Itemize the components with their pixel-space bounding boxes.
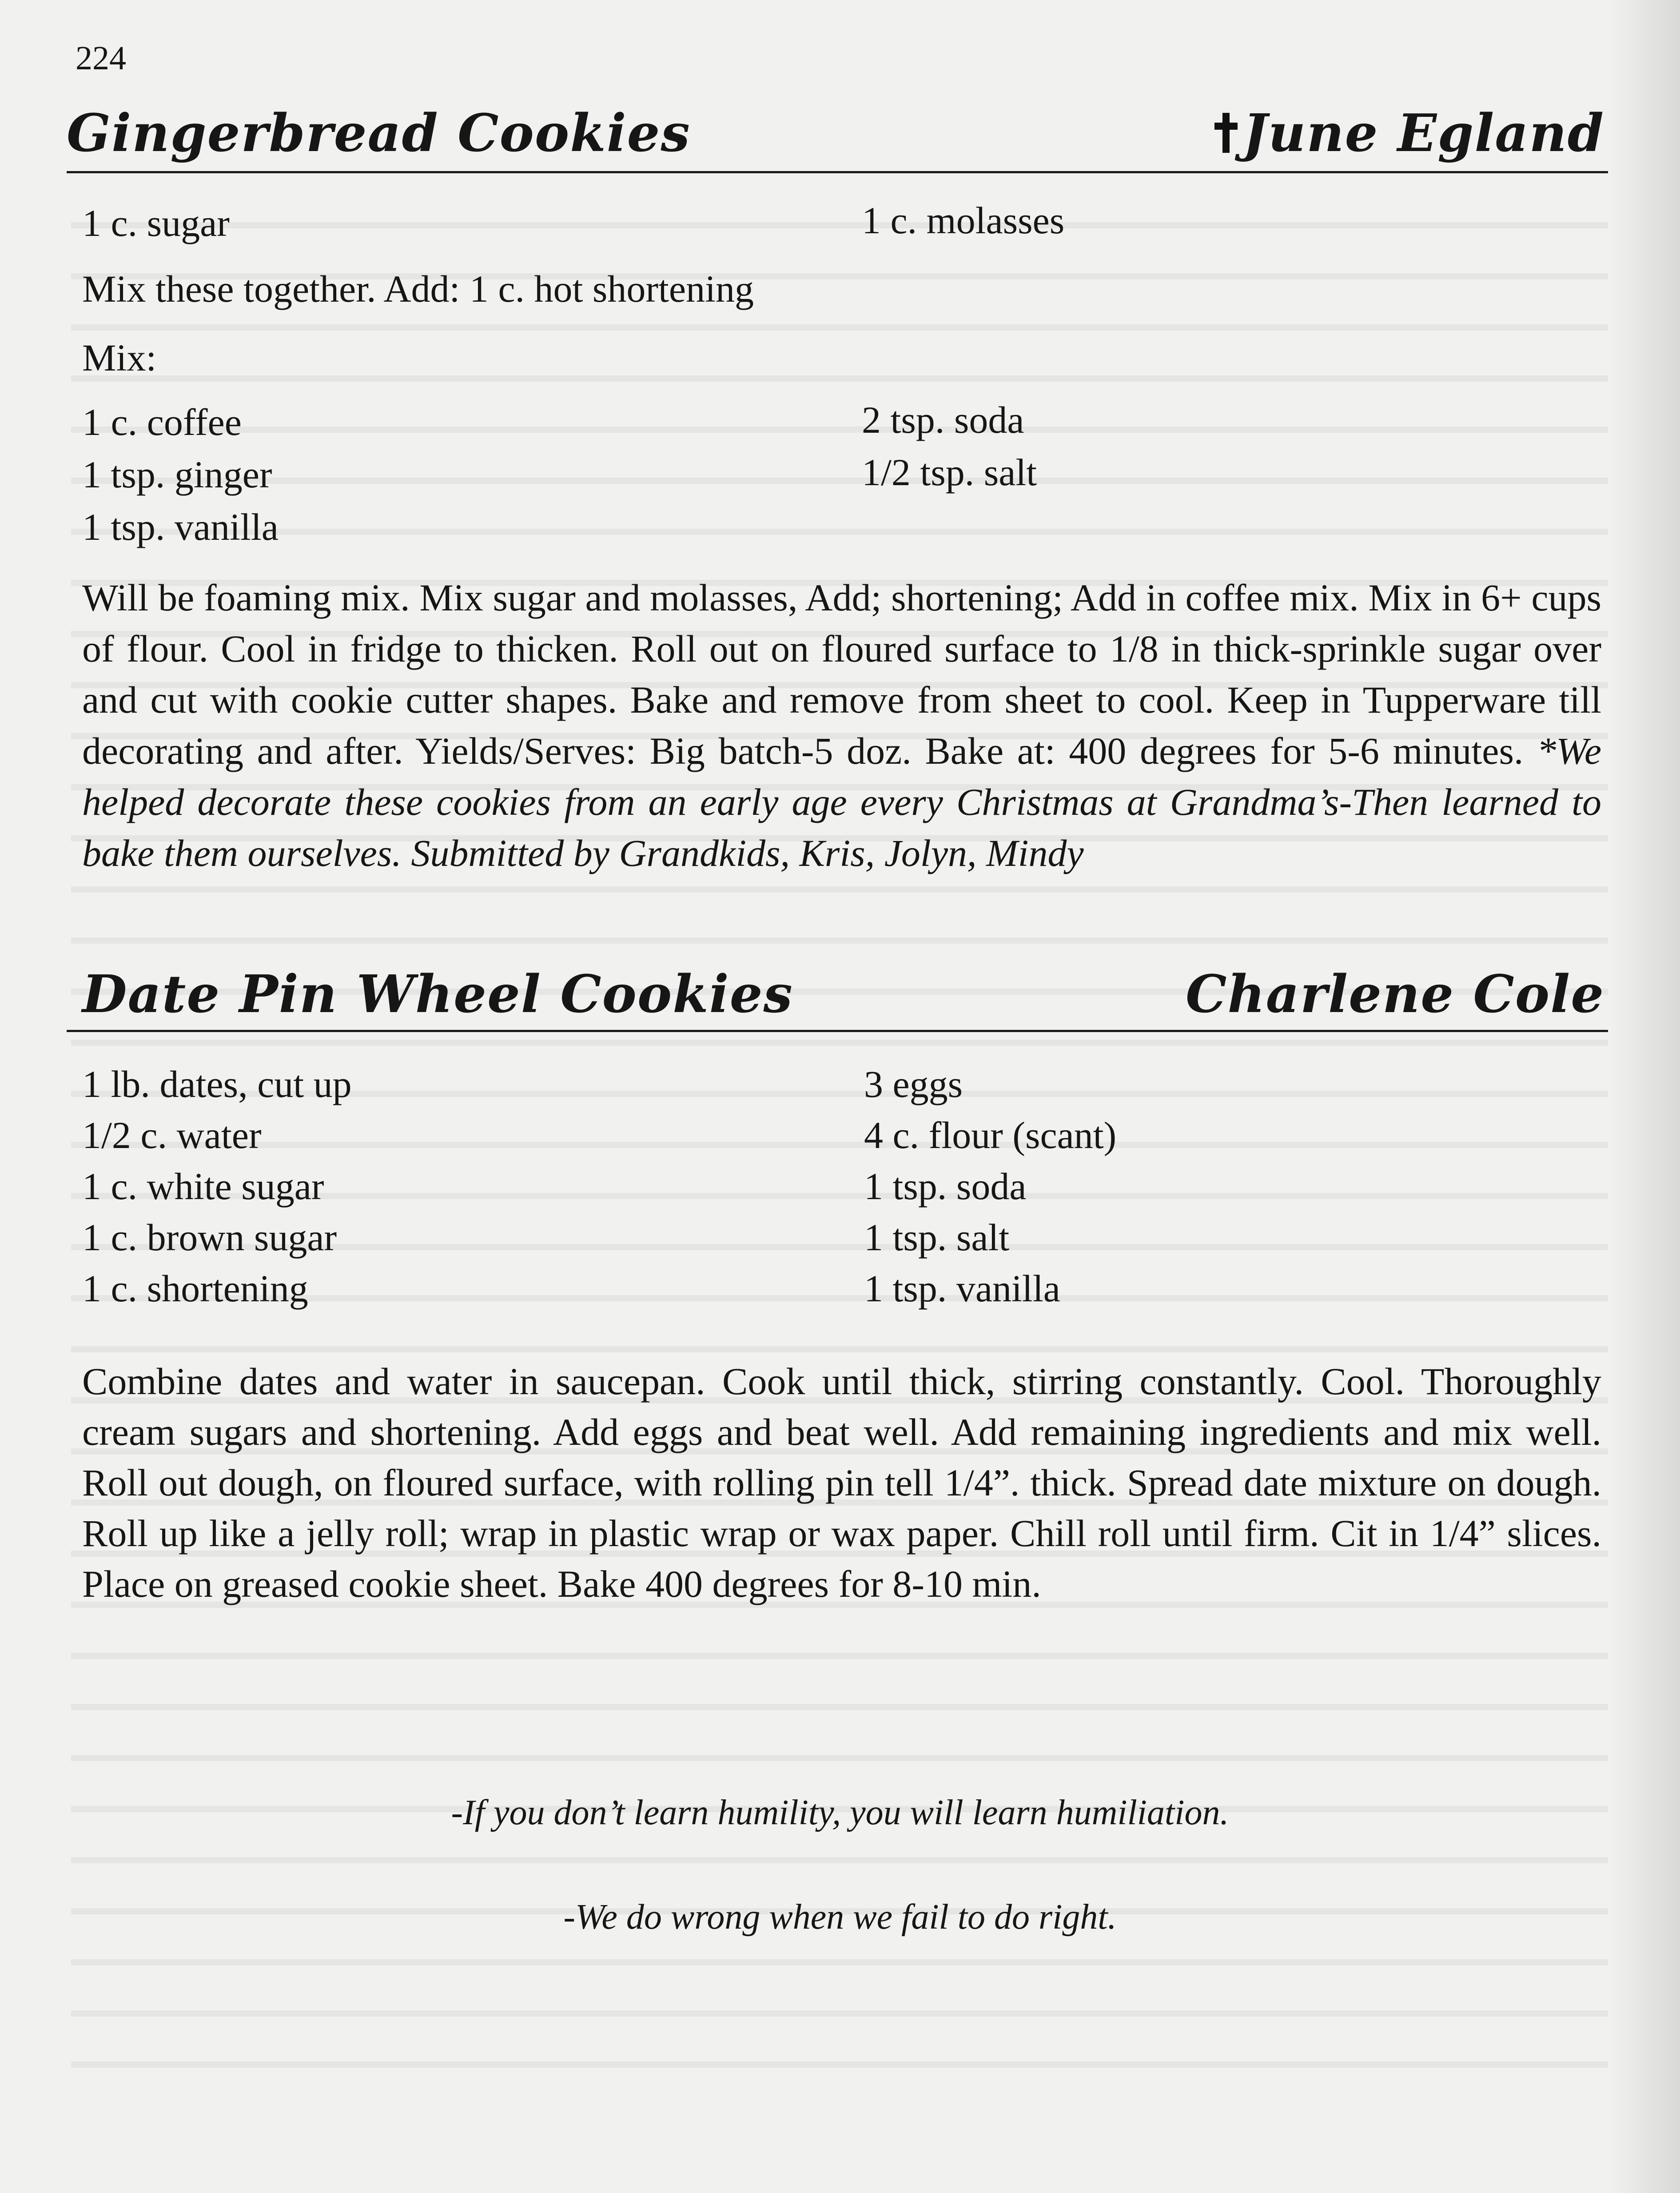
cross-icon [1214,113,1238,153]
ingredient-soda: 1 tsp. soda [864,1165,1027,1208]
ingredient-coffee: 1 c. coffee [82,401,242,443]
page-number: 224 [76,40,126,77]
page-edge-shadow [1609,0,1680,2193]
title-rule [67,1030,1608,1032]
ingredient-white-sugar: 1 c. white sugar [82,1165,324,1208]
ingredient-eggs: 3 eggs [864,1063,963,1105]
ingredient-water: 1/2 c. water [82,1114,262,1156]
recipe-author-cole: Charlene Cole [1186,964,1604,1025]
ingredient-salt: 1/2 tsp. salt [862,451,1037,494]
ingredient-vanilla: 1 tsp. vanilla [82,506,279,548]
author-name: June Egland [1243,103,1604,163]
mix-label: Mix: [82,336,157,379]
ingredient-soda: 2 tsp. soda [862,399,1024,441]
ingredient-molasses: 1 c. molasses [862,199,1065,242]
quote-humility: -If you don’t learn humility, you will learn humiliation. [451,1793,1229,1832]
ingredient-dates: 1 lb. dates, cut up [82,1063,352,1105]
directions-gingerbread [82,572,1601,879]
mix-together-line: Mix these together. Add: 1 c. hot shortening [82,267,754,310]
ingredient-brown-sugar: 1 c. brown sugar [82,1216,337,1259]
recipe-title-date-pinwheel: Date Pin Wheel Cookies [82,964,793,1025]
directions-date-pinwheel: Combine dates and water in saucepan. Cook until thick, stirring constantly. Cool. Thoroughly cream sugars and shortening. Add eggs and beat well. Add remaining ingredients and mix well. Roll out dough, on floured surface, with rolling pin tell 1/4”. thick. Spread date mixture on dough. Roll up like a jelly roll; wrap in plastic wrap or wax paper. Chill roll until firm. Cit in 1/4” slices. Place on greased cookie sheet. Bake 400 degrees for 8-10 min. [82,1360,1601,1605]
ingredient-ginger: 1 tsp. ginger [82,453,272,496]
title-rule [67,171,1608,173]
ingredient-vanilla: 1 tsp. vanilla [864,1267,1060,1310]
quote-wrong: -We do wrong when we fail to do right. [563,1898,1117,1937]
recipe-title-gingerbread: Gingerbread Cookies [67,103,691,163]
ingredient-sugar: 1 c. sugar [82,202,230,244]
ingredient-salt: 1 tsp. salt [864,1216,1010,1259]
ingredient-flour: 4 c. flour (scant) [864,1114,1117,1156]
recipe-note: *We helped decorate these cookies from an early age every Christmas at Grandma’s-Then learned to bake them ourselves. Submitted by Grandkids, Kris, Jolyn, Mindy [82,730,1601,874]
recipe-author-egland [1214,103,1604,163]
ingredient-shortening: 1 c. shortening [82,1267,308,1310]
directions-text: Will be foaming mix. Mix sugar and molasses, Add; shortening; Add in coffee mix. Mix in 6+ cups of flour. Cool in fridge to thicken. Roll out on floured surface to 1/8 in thick-sprinkle sugar over and cut with cookie cutter shapes. Bake and remove from sheet to cool. Keep in Tupperware till decorating and after. Yields/Serves: Big batch-5 doz. Bake at: 400 degrees for 5-6 minutes. [82,576,1601,772]
